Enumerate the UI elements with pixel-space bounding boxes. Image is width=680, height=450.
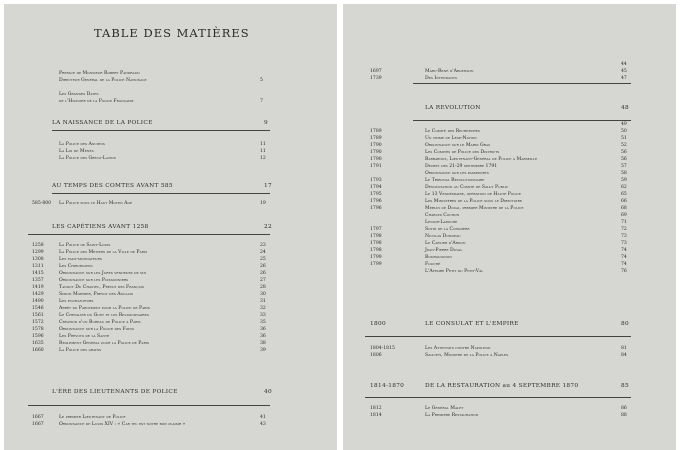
divider (365, 397, 631, 398)
section-heading: LES CAPÉTIENS AVANT 1258 22 (52, 224, 272, 230)
section-heading: 1800 LE CONSULAT ET L'EMPIRE 80 (370, 321, 629, 327)
page-title: TABLE DES MATIÈRES (94, 26, 250, 40)
divider (52, 130, 270, 131)
divider (413, 120, 631, 121)
section-heading: L'ÈRE DES LIEUTENANTS DE POLICE 40 (52, 389, 272, 395)
divider (28, 405, 270, 406)
section-heading: 1814-1870 DE LA RESTAURATION au 4 SEPTEMBRE 1870 85 (370, 383, 629, 389)
section-heading: AU TEMPS DES COMTES AVANT 585 17 (52, 183, 272, 189)
divider (365, 336, 631, 337)
divider (52, 193, 270, 194)
left-page: TABLE DES MATIÈRES Préface de Monsieur Robert Pandraud Directeur Général de la Police Nationale 5 Les Grandes Dates de l'Histoire de la Police Française 7 LA NAISSANCE DE LA POLICE 9 La Police des Anciens 11 La Loi de Ménès 11 La Police des Gréco-Latins 12 AU TEMPS DES COMTES AVANT 585 17 585-800 La Police sous le Haut Moyen Age 19 LES CAPÉTIENS AVANT 1258 22 1258 La Police de Saint-Louis 23 1299 La Police des Métiers de la Ville de Paris 24 1308 Les faux-monnayeurs 25 1311 Les Chirurgiens 26 1415 Ordonnance sur les Jurés vendeurs de vin 26 1357 Ordonnance sur les Poissonniers 27 1419 Tanguy Du Chastel, Prévot des Français 28 1429 Simon Morhier, Prévot des Anglais 30 1490 Les enchanteurs 31 1546 Arrêt du Parlement pour la Police de Paris 32 1561 Le Chevalier du Guet et les Religionnaires 33 1572 Création d'un Bureau de Police à Paris 35 1578 Ordonnance sur la Police des Foins 36 1596 Les Prévots de la Santé 36 1635 Règlement Général pour la Police de Paris 38 1660 La Police des grains 39 L'ÈRE DES LIEUTENANTS DE POLICE 40 1667 Le premier Lieutenant de Police 41 1667 Ordonnance de Louis XIV : « Car tel est notre bon plaisir » 43 (4, 4, 337, 450)
divider (413, 83, 631, 84)
right-page: 44 1697 Marc-René d'Argenson 45 1739 Des Intendants 47 LA REVOLUTION 48 49 1789 Le Comité des Recherches 50 1789 Un crime de Lèse-Nation 51 1790 Ordonnance sur le Mardi Gras 52 1790 Les Comités de Police des Districts 56 1790 Barbaroux, Lieutenant-Général de Police à Marseille 56 1791 Décret des 21-29 septembre 1791 57 Ordonnance sur les passeports 58 1793 Le Tribunal Révolutionnaire 59 1794 Dénonciation au Comité de Salut Public 62 1795 Le 13 Vendémiaire, opération de Haute Police 65 1796 Les Ministères de la Police sous le Directoire 66 1796 Merlin de Douai, premier Ministre de la Police 68 Charles Cochon 69 Lenoir-Laroche 71 1797 Sotin de la Coindière 72 1798 Nicolas Dondeau 73 1798 Le Carlier d'Ardon 73 1798 Jean-Pierre Duval 74 1799 Bourguignon 74 1799 Fouché 74 L'Affaire Petit du Petit-Val 76 1800 LE CONSULAT ET L'EMPIRE 80 1804-1815 Les Attentats contre Napoléon 81 1806 Salicéti, Ministre de la Police à Naples 84 1814-1870 DE LA RESTAURATION au 4 SEPTEMBRE 1870 85 1812 Le Général Malet 86 1814 La Première Restauration 88 (343, 4, 676, 450)
divider (28, 234, 270, 235)
section-heading: LA REVOLUTION 48 (425, 105, 629, 111)
section-heading: LA NAISSANCE DE LA POLICE 9 (52, 120, 268, 126)
